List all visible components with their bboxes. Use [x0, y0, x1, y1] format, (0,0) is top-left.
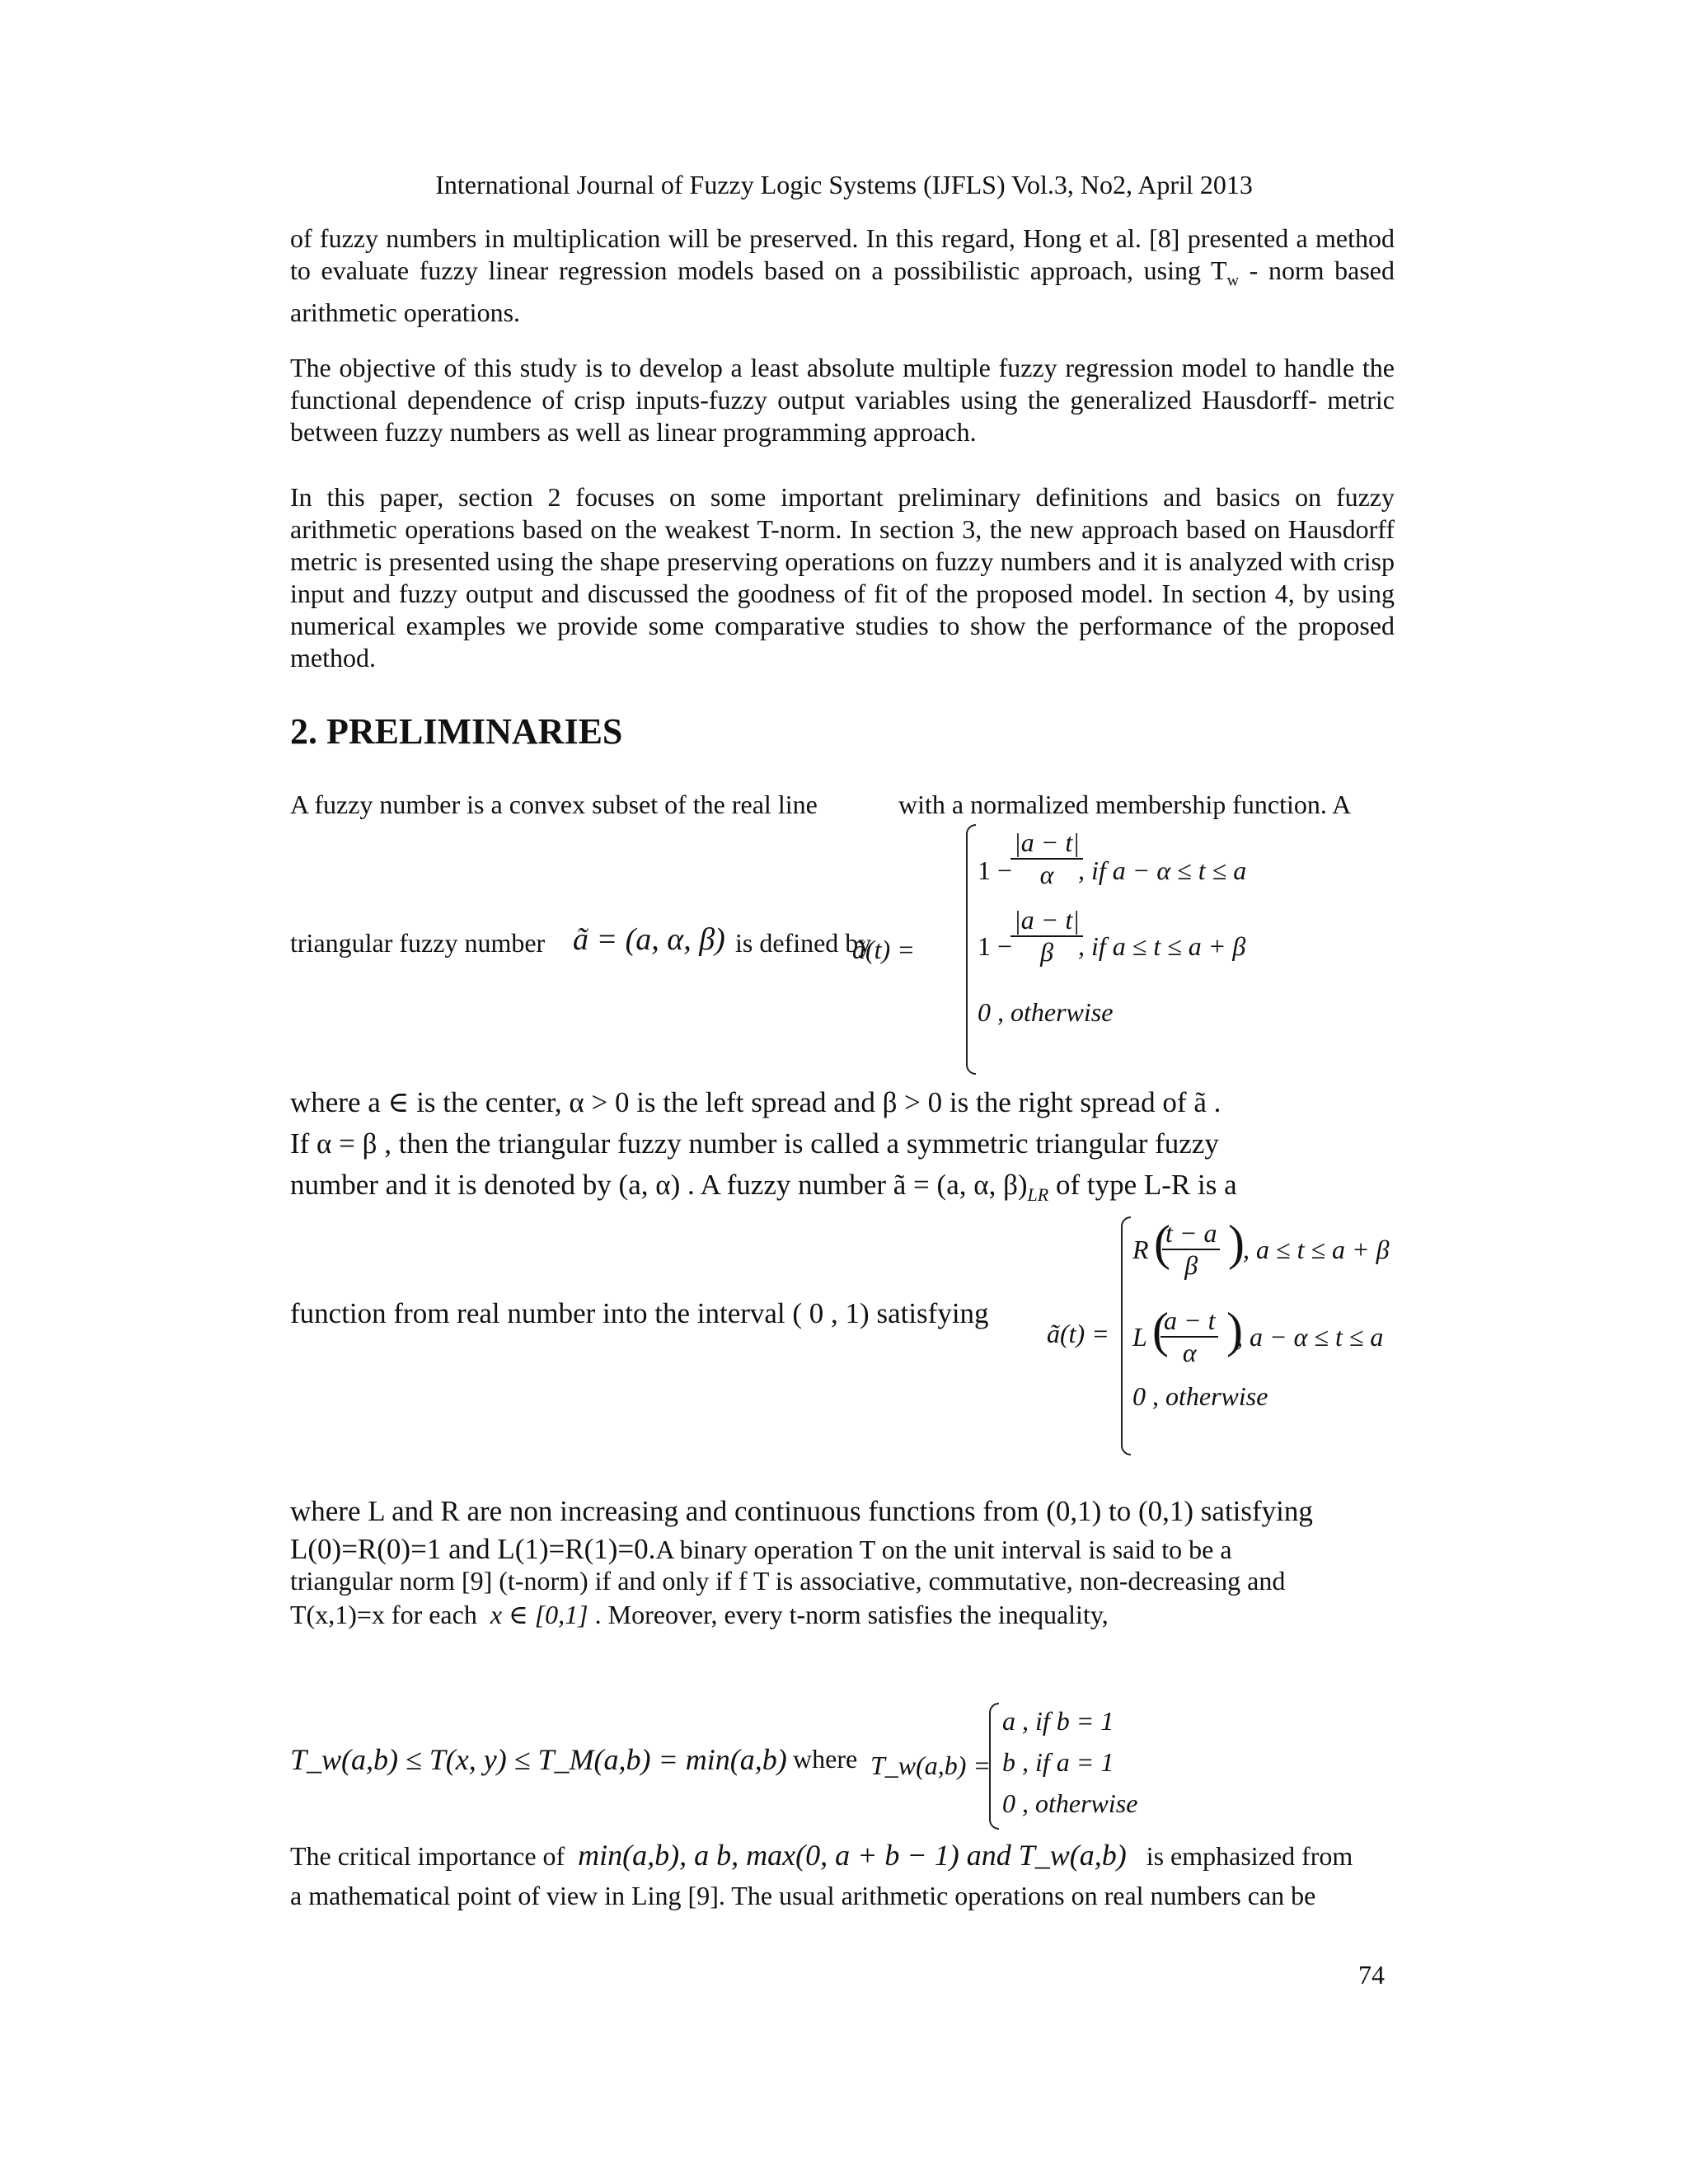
ineq-case1: a , if b = 1 — [1002, 1706, 1114, 1736]
def2-lhs: ã(t) = — [1047, 1319, 1109, 1348]
def2-case2-lparen: ( — [1152, 1303, 1169, 1357]
def1-line1a: A fuzzy number is a convex subset of the real line — [290, 790, 818, 819]
def2-case2-cond: , a − α ≤ t ≤ a — [1236, 1322, 1384, 1352]
def1-case3: 0 , otherwise — [978, 997, 1114, 1027]
def3-line2 — [290, 1533, 1232, 1566]
def3-line2b: A binary operation T on the unit interval is said to be a — [655, 1535, 1232, 1564]
def2-line3 — [290, 1169, 1237, 1206]
ineq-case2: b , if a = 1 — [1002, 1747, 1114, 1777]
section-heading: 2. PRELIMINARIES — [290, 711, 623, 752]
closing-line2: a mathematical point of view in Ling [9]. The usual arithmetic operations on real numbers can be — [290, 1881, 1316, 1910]
def1-case2-cond: , if a ≤ t ≤ a + β — [1078, 931, 1246, 961]
def3-line1: where L and R are non increasing and continuous functions from (0,1) to (0,1) satisfying — [290, 1495, 1313, 1527]
def2-line2: If α = β , then the triangular fuzzy number is called a symmetric triangular fuzzy — [290, 1127, 1219, 1160]
paragraph-1 — [290, 223, 1395, 329]
def3-line4 — [290, 1599, 1109, 1630]
def3-line4b: . Moreover, every t-norm satisfies the inequality, — [588, 1600, 1109, 1629]
def1-case2-num: |a − t| — [1010, 905, 1083, 937]
def2-case2-frac — [1160, 1305, 1218, 1368]
paragraph-1-end: - norm based arithmetic operations. — [290, 255, 1395, 328]
ineq-case3: 0 , otherwise — [1002, 1788, 1138, 1818]
def2-case1-den: β — [1184, 1250, 1198, 1280]
def2-case2-den: α — [1182, 1338, 1197, 1367]
def2-line3a: number and it is denoted by (a, α) . A fuzzy number ã = (a, α, β) — [290, 1169, 1028, 1201]
def1-case1-cond: , if a − α ≤ t ≤ a — [1078, 855, 1247, 885]
ineq-where: where — [793, 1744, 858, 1774]
def1-case1-den: α — [1039, 860, 1054, 889]
def2-line4: function from real number into the interval ( 0 , 1) satisfying — [290, 1297, 989, 1329]
def2-line3-sub: LR — [1027, 1184, 1049, 1205]
closing-line1b: is emphasized from — [1146, 1841, 1353, 1871]
journal-header: International Journal of Fuzzy Logic Systems (IJFLS) Vol.3, No2, April 2013 — [435, 170, 1253, 199]
def2-case3: 0 , otherwise — [1132, 1381, 1268, 1411]
def1-case2-pre: 1 − — [978, 931, 1013, 961]
def2-case2-num: a − t — [1160, 1305, 1218, 1338]
paragraph-1-text: of fuzzy numbers in multiplication will be preserved. In this regard, Hong et al. [8] presented a method to evaluate fuzzy linear regression models based on a possibilistic approach, using T — [290, 223, 1395, 285]
ineq-lhs: T_w(a,b) ≤ T(x, y) ≤ T_M(a,b) = min(a,b) — [290, 1743, 787, 1776]
def1-brace — [966, 824, 976, 1075]
def1-line1b: with a normalized membership function. A — [898, 790, 1352, 819]
def2-case1-fn: R — [1132, 1235, 1149, 1264]
def2-line1: where a ∈ is the center, α > 0 is the left spread and β > 0 is the right spread of ã . — [290, 1086, 1221, 1118]
def1-case2-frac — [1010, 905, 1083, 968]
def2-brace — [1121, 1216, 1131, 1455]
ineq-tw-lhs: T_w(a,b) = — [870, 1750, 992, 1780]
def1-case2-den: β — [1040, 937, 1053, 967]
def2-case1-cond: , a ≤ t ≤ a + β — [1243, 1235, 1390, 1264]
paragraph-1-subscript: w — [1226, 271, 1240, 290]
paragraph-3: In this paper, section 2 focuses on some important preliminary definitions and basics on fuzzy arithmetic operations based on the weakest T-norm. In section 3, the new approach based on Hausdorff metric is presented using the shape preserving operations on fuzzy numbers and it is analyzed with crisp input and fuzzy output and discussed the goodness of fit of the proposed model. In section 4, by using numerical examples we provide some comparative studies to show the performance of the proposed method. — [290, 482, 1395, 673]
def3-line4a: T(x,1)=x for each — [290, 1600, 477, 1629]
def3-line3: triangular norm [9] (t-norm) if and only if f T is associative, commutative, non-decreasing and — [290, 1566, 1286, 1596]
def1-case1-num: |a − t| — [1010, 827, 1083, 860]
def2-case2-rparen: ) — [1226, 1303, 1243, 1357]
closing-line1-math: min(a,b), a b, max(0, a + b − 1) and T_w(a,b) — [578, 1839, 1127, 1872]
def3-line2a: L(0)=R(0)=1 and L(1)=R(1)=0. — [290, 1533, 656, 1565]
def2-case1-num: t − a — [1162, 1218, 1220, 1250]
def1-tfn: ã = (a, α, β) — [573, 922, 725, 957]
def2-case1-frac — [1162, 1218, 1220, 1281]
def1-case1-frac — [1010, 827, 1083, 890]
def3-line4-math: x ∈ [0,1] — [490, 1600, 588, 1629]
closing-line1a: The critical importance of — [290, 1841, 565, 1871]
closing-line1 — [290, 1838, 1353, 1872]
def2-line3b: of type L-R is a — [1048, 1169, 1237, 1201]
paragraph-2: The objective of this study is to develop a least absolute multiple fuzzy regression model to handle the functional dependence of crisp inputs-fuzzy output variables using the generalized Hausdorff- metric between fuzzy numbers as well as linear programming approach. — [290, 353, 1395, 447]
def1-lhs: ã(t) = — [852, 935, 915, 964]
ineq-brace — [989, 1703, 999, 1830]
def1-case1-pre: 1 − — [978, 855, 1013, 885]
def2-case1-lparen: ( — [1154, 1216, 1170, 1270]
def2-case2-fn: L — [1132, 1322, 1147, 1352]
def1-line2a: triangular fuzzy number — [290, 928, 546, 958]
page-number: 74 — [1358, 1960, 1385, 1990]
def1-line2b: is defined by — [735, 928, 872, 958]
def2-case1-rparen: ) — [1228, 1216, 1245, 1270]
